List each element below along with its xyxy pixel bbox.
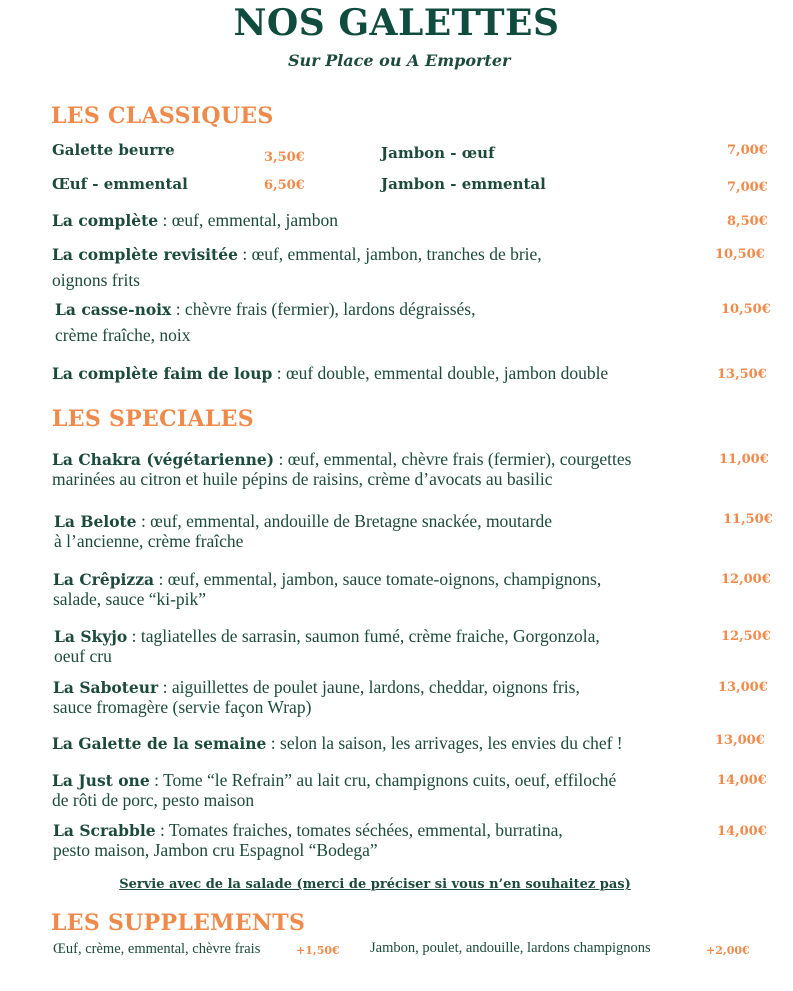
menu-item-name: La complète revisitée bbox=[52, 245, 238, 264]
menu-item-price: 13,00€ bbox=[715, 733, 765, 748]
menu-item-name: La Belote bbox=[54, 512, 137, 531]
menu-item-desc: : œuf, emmental, jambon, tranches de brie, bbox=[237, 244, 542, 264]
menu-item-price: 7,00€ bbox=[727, 180, 768, 195]
menu-item-desc-line2: oeuf cru bbox=[54, 646, 112, 666]
menu-item-price: 6,50€ bbox=[264, 178, 305, 193]
menu-item-desc: : œuf, emmental, andouille de Bretagne snackée, moutarde bbox=[136, 511, 553, 531]
menu-item-name: La Crêpizza bbox=[53, 570, 155, 589]
menu-item bbox=[55, 299, 476, 320]
menu-item-name: Jambon - emmental bbox=[381, 175, 546, 193]
menu-item-name: Jambon - œuf bbox=[381, 144, 495, 162]
section-heading-supplements: LES SUPPLEMENTS bbox=[51, 910, 306, 936]
supplement-label: Œuf, crème, emmental, chèvre frais bbox=[53, 941, 261, 957]
menu-item-desc-line2: oignons frits bbox=[52, 270, 140, 290]
menu-item-price: 3,50€ bbox=[264, 150, 305, 165]
menu-item bbox=[52, 210, 338, 231]
menu-item-name: La Galette de la semaine bbox=[52, 734, 267, 753]
menu-item-desc: : œuf, emmental, chèvre frais (fermier), courgettes bbox=[274, 449, 632, 469]
menu-item bbox=[52, 449, 631, 470]
menu-item-name: La Skyjo bbox=[54, 627, 128, 646]
menu-item-desc-line2: de rôti de porc, pesto maison bbox=[52, 790, 255, 810]
page-subtitle: Sur Place ou A Emporter bbox=[288, 51, 511, 70]
menu-item-price: 14,00€ bbox=[717, 824, 767, 839]
menu-item-desc: : Tome “le Refrain” au lait cru, champignons cuits, oeuf, effiloché bbox=[149, 770, 617, 790]
menu-item-price: 11,00€ bbox=[719, 452, 769, 467]
menu-item bbox=[52, 733, 623, 754]
menu-item-name: La Saboteur bbox=[53, 678, 159, 697]
menu-item-desc-line2: marinées au citron et huile pépins de raisins, crème d’avocats au basilic bbox=[52, 469, 553, 489]
menu-item-desc: : tagliatelles de sarrasin, saumon fumé, crème fraiche, Gorgonzola, bbox=[127, 626, 600, 646]
menu-item-name: La Scrabble bbox=[53, 821, 156, 840]
supplement-price: +2,00€ bbox=[706, 944, 750, 957]
menu-item-desc: : Tomates fraiches, tomates séchées, emmental, burratina, bbox=[155, 820, 563, 840]
menu-item-price: 12,00€ bbox=[721, 572, 771, 587]
page-title: NOS GALETTES bbox=[233, 2, 560, 44]
menu-item bbox=[53, 677, 580, 698]
menu-item-price: 10,50€ bbox=[721, 302, 771, 317]
menu-item-price: 13,00€ bbox=[718, 680, 768, 695]
menu-item bbox=[53, 820, 563, 841]
menu-item-desc-line2: crème fraîche, noix bbox=[55, 325, 191, 345]
menu-item-name: La Just one bbox=[52, 771, 150, 790]
menu-item-price: 8,50€ bbox=[727, 214, 768, 229]
menu-item-desc-line2: salade, sauce “ki-pik” bbox=[53, 589, 207, 609]
menu-item-name: La complète faim de loup bbox=[52, 364, 273, 383]
menu-item-desc-line2: à l’ancienne, crème fraîche bbox=[54, 531, 244, 551]
menu-item-name: Œuf - emmental bbox=[52, 175, 188, 193]
menu-item-desc: : œuf, emmental, jambon bbox=[158, 210, 338, 230]
menu-item bbox=[52, 770, 616, 791]
salad-note: Servie avec de la salade (merci de préciser si vous n’en souhaitez pas) bbox=[119, 877, 631, 892]
menu-item-price: 7,00€ bbox=[727, 143, 768, 158]
menu-item-name: Galette beurre bbox=[52, 141, 175, 159]
section-heading-speciales: LES SPECIALES bbox=[52, 406, 254, 432]
supplement-label: Jambon, poulet, andouille, lardons champignons bbox=[370, 940, 651, 956]
menu-item bbox=[54, 626, 600, 647]
menu-item-desc: : aiguillettes de poulet jaune, lardons, cheddar, oignons fris, bbox=[158, 677, 580, 697]
menu-item-name: La complète bbox=[52, 211, 159, 230]
menu-item-price: 14,00€ bbox=[717, 773, 767, 788]
menu-item-price: 13,50€ bbox=[717, 367, 767, 382]
section-heading-classiques: LES CLASSIQUES bbox=[51, 103, 274, 129]
menu-item bbox=[52, 244, 542, 265]
menu-item-desc: : œuf double, emmental double, jambon double bbox=[272, 363, 609, 383]
menu-item bbox=[53, 569, 601, 590]
menu-item-desc: : selon la saison, les arrivages, les envies du chef ! bbox=[266, 733, 623, 753]
menu-item bbox=[54, 511, 552, 532]
menu-item-desc: : œuf, emmental, jambon, sauce tomate-oignons, champignons, bbox=[154, 569, 602, 589]
menu-item-price: 10,50€ bbox=[715, 247, 765, 262]
menu-item-desc-line2: sauce fromagère (servie façon Wrap) bbox=[53, 697, 312, 717]
menu-item-desc-line2: pesto maison, Jambon cru Espagnol “Bodega” bbox=[53, 840, 378, 860]
supplement-price: +1,50€ bbox=[296, 944, 340, 957]
menu-item-price: 12,50€ bbox=[721, 629, 771, 644]
menu-item bbox=[52, 363, 608, 384]
menu-item-name: La casse-noix bbox=[55, 300, 172, 319]
menu-item-desc: : chèvre frais (fermier), lardons dégraissés, bbox=[171, 299, 476, 319]
menu-item-name: La Chakra (végétarienne) bbox=[52, 450, 275, 469]
menu-item-price: 11,50€ bbox=[723, 512, 773, 527]
